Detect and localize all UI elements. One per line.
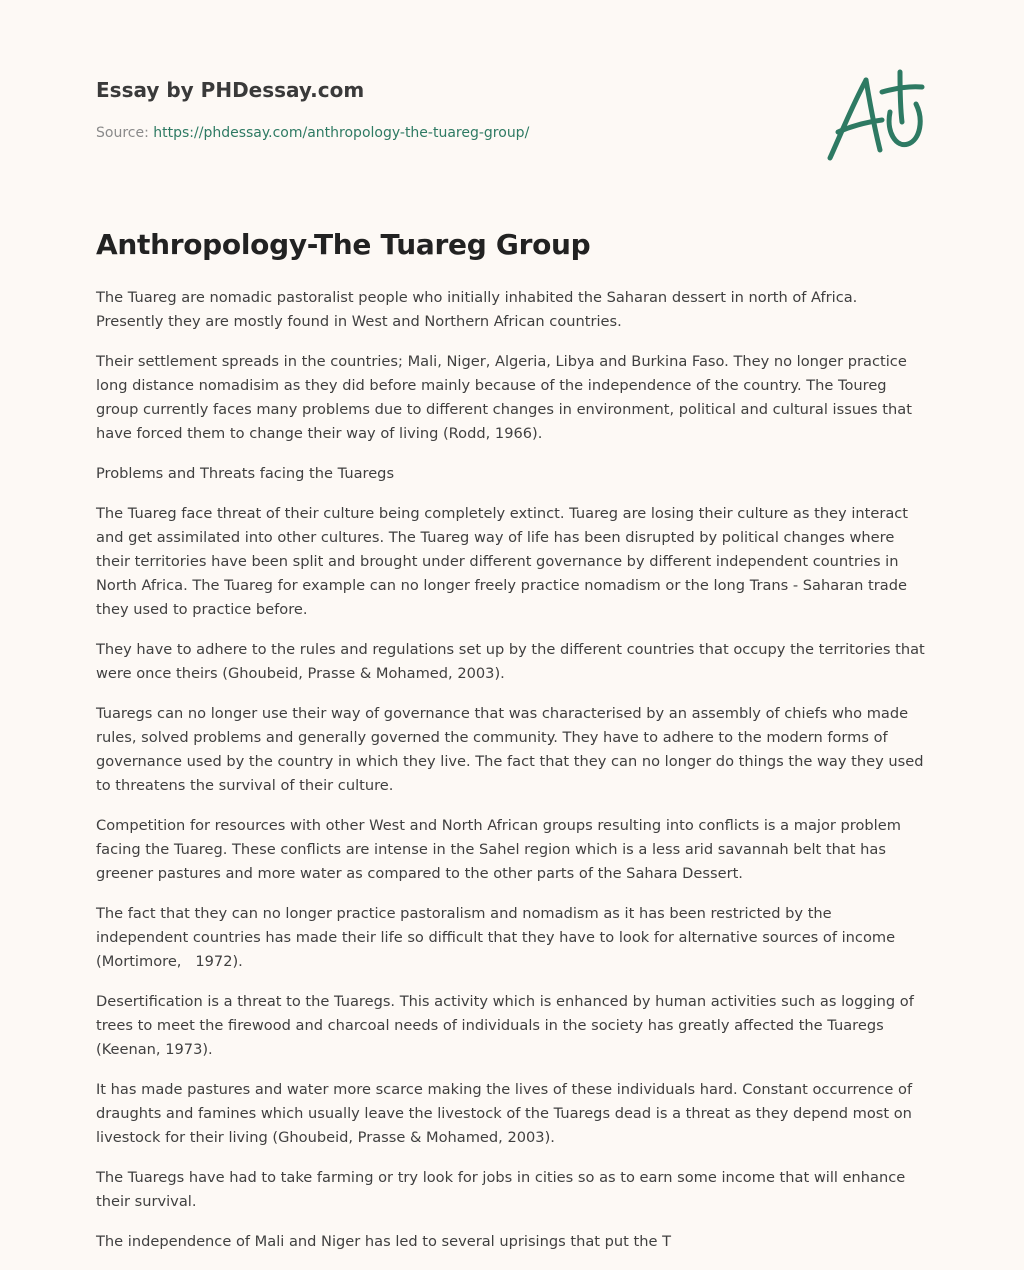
essay-paragraph: Competition for resources with other West and North African groups resulting into conflicts is a major problem facing the Tuareg. These conflicts are intense in the Sahel region which is a less arid savannah belt that has greener pastures and more water as compared to the other parts of the Sahara Dessert.: [96, 817, 906, 882]
source-label: Source:: [96, 125, 154, 141]
essay-paragraph: The Tuaregs have had to take farming or try look for jobs in cities so as to earn some income that will enhance their survival.: [96, 1169, 910, 1210]
essay-body: [96, 226, 930, 1270]
a-plus-grade-logo-icon: [820, 66, 930, 166]
site-title: Essay by PHDessay.com: [96, 78, 365, 102]
source-link[interactable]: https://phdessay.com/anthropology-the-tuareg-group/: [153, 125, 530, 141]
essay-paragraph: The Tuareg face threat of their culture being completely extinct. Tuareg are losing their culture as they interact and get assimilated into other cultures. The Tuareg way of life has been disrupted by political changes where their territories have been split and brought under different governance by different independent countries in North Africa. The Tuareg for example can no longer freely practice nomadism or the long Trans - Saharan trade they used to practice before.: [96, 505, 913, 618]
essay-paragraph: They have to adhere to the rules and regulations set up by the different countries that occupy the territories that were once theirs (Ghoubeid, Prasse & Mohamed, 2003).: [96, 641, 930, 682]
essay-paragraph: The independence of Mali and Niger has led to several uprisings that put the T: [96, 1233, 672, 1250]
essay-paragraph: Tuaregs can no longer use their way of governance that was characterised by an assembly of chiefs who made rules, solved problems and generally governed the community. They have to adhere to the modern forms of governance used by the country in which they live. The fact that they can no longer do things the way they used to threatens the survival of their culture.: [96, 705, 929, 794]
essay-paragraph: It has made pastures and water more scarce making the lives of these individuals hard. Constant occurrence of draughts and famines which usually leave the livestock of the Tuaregs dead is a threat as they depend most on livestock for their living (Ghoubeid, Prasse & Mohamed, 2003).: [96, 1081, 917, 1146]
essay-paragraph: Their settlement spreads in the countries; Mali, Niger, Algeria, Libya and Burkina Faso. They no longer practice long distance nomadisim as they did before mainly because of the independence of the country. The Toureg group currently faces many problems due to different changes in environment, political and cultural issues that have forced them to change their way of living (Rodd, 1966).: [96, 353, 917, 442]
essay-header: [96, 76, 816, 143]
section-heading: Problems and Threats facing the Tuaregs: [96, 465, 395, 482]
source-line: [96, 123, 816, 143]
essay-title: Anthropology-The Tuareg Group: [96, 228, 591, 261]
essay-paragraph: The Tuareg are nomadic pastoralist people who initially inhabited the Saharan dessert in north of Africa. Presently they are mostly found in West and Northern African countries.: [96, 289, 862, 330]
essay-paragraph: The fact that they can no longer practice pastoralism and nomadism as it has been restricted by the independent countries has made their life so difficult that they have to look for alternative sources of income (Mortimore, 1972).: [96, 905, 900, 970]
essay-paragraph: Desertification is a threat to the Tuaregs. This activity which is enhanced by human activities such as logging of trees to meet the firewood and charcoal needs of individuals in the society has greatly affected the Tuaregs (Keenan, 1973).: [96, 993, 919, 1058]
